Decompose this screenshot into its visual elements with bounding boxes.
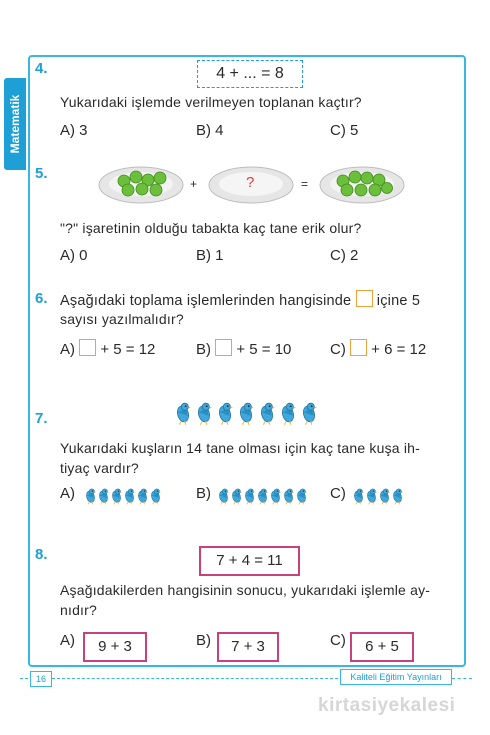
bird-row-main bbox=[174, 398, 318, 433]
bird-icon bbox=[279, 398, 297, 433]
q8-question-line2: nıdır? bbox=[60, 602, 97, 618]
q4-option-c[interactable]: C) 5 bbox=[330, 122, 359, 139]
empty-box-icon bbox=[356, 290, 373, 307]
q6-option-a[interactable] bbox=[60, 339, 155, 358]
q7-option-c-birds[interactable] bbox=[352, 482, 404, 515]
q8-option-a-box[interactable]: 9 + 3 bbox=[83, 632, 147, 662]
q5-option-c[interactable]: C) 2 bbox=[330, 247, 359, 264]
q7-question-line1: Yukarıdaki kuşların 14 tane olması için kaç tane kuşa ih- bbox=[60, 440, 421, 456]
q5-option-b[interactable]: B) 1 bbox=[196, 247, 224, 264]
bird-icon bbox=[282, 482, 295, 515]
bird-icon bbox=[110, 482, 123, 515]
q8-question-line1: Aşağıdakilerden hangisinin sonucu, yukarıdaki işlemle ay- bbox=[60, 582, 431, 598]
q8-option-b-box[interactable]: 7 + 3 bbox=[217, 632, 279, 662]
publisher-label: Kaliteli Eğitim Yayınları bbox=[340, 669, 452, 685]
q6-question-line2: sayısı yazılmalıdır? bbox=[60, 311, 184, 327]
bird-icon bbox=[295, 482, 308, 515]
empty-box-icon bbox=[79, 339, 96, 356]
q6-b-label: B) bbox=[196, 341, 211, 358]
q7-option-b-label[interactable]: B) bbox=[196, 485, 211, 502]
q5-option-a[interactable]: A) 0 bbox=[60, 247, 88, 264]
subject-tab bbox=[4, 78, 26, 170]
bird-icon bbox=[258, 398, 276, 433]
bird-icon bbox=[391, 482, 404, 515]
footer-dash-right bbox=[452, 678, 472, 680]
q5-number: 5. bbox=[35, 165, 48, 182]
bird-icon bbox=[352, 482, 365, 515]
plate-question-mark: ? bbox=[246, 174, 255, 191]
q7-option-a-birds[interactable] bbox=[84, 482, 162, 515]
footer-dash-left bbox=[20, 678, 28, 680]
bird-icon bbox=[243, 482, 256, 515]
q4-question: Yukarıdaki işlemde verilmeyen toplanan kaçtır? bbox=[60, 94, 362, 110]
q4-equation: 4 + ... = 8 bbox=[197, 60, 303, 88]
subject-label: Matematik bbox=[8, 94, 22, 154]
q6-a-label: A) bbox=[60, 341, 75, 358]
q6-number: 6. bbox=[35, 290, 48, 307]
q7-option-c-label[interactable]: C) bbox=[330, 485, 346, 502]
q4-option-a[interactable]: A) 3 bbox=[60, 122, 88, 139]
bird-icon bbox=[300, 398, 318, 433]
bird-icon bbox=[136, 482, 149, 515]
empty-box-icon bbox=[215, 339, 232, 356]
bird-icon bbox=[365, 482, 378, 515]
q4-number: 4. bbox=[35, 60, 48, 77]
q6-option-c[interactable] bbox=[330, 339, 426, 358]
q7-question-line2: tiyaç vardır? bbox=[60, 460, 139, 476]
q8-option-c-label[interactable]: C) bbox=[330, 632, 346, 649]
q7-option-a-label[interactable]: A) bbox=[60, 485, 75, 502]
bird-icon bbox=[378, 482, 391, 515]
q6-question-line1 bbox=[60, 290, 420, 309]
q6-b-expression: + 5 = 10 bbox=[236, 341, 292, 358]
q6-a-expression: + 5 = 12 bbox=[100, 341, 156, 358]
footer-dash-middle bbox=[52, 678, 338, 680]
bird-icon bbox=[84, 482, 97, 515]
q7-option-b-birds[interactable] bbox=[217, 482, 308, 515]
bird-icon bbox=[174, 398, 192, 433]
watermark: kirtasiyekalesi bbox=[318, 695, 456, 716]
plate-with-plums-left bbox=[98, 163, 184, 205]
q6-c-label: C) bbox=[330, 341, 346, 358]
q8-number: 8. bbox=[35, 546, 48, 563]
bird-icon bbox=[217, 482, 230, 515]
bird-icon bbox=[230, 482, 243, 515]
q6-option-b[interactable] bbox=[196, 339, 291, 358]
q5-equals-sign: = bbox=[301, 177, 309, 191]
bird-icon bbox=[97, 482, 110, 515]
bird-icon bbox=[123, 482, 136, 515]
q6-c-expression: + 6 = 12 bbox=[371, 341, 427, 358]
bird-icon bbox=[256, 482, 269, 515]
q8-equation: 7 + 4 = 11 bbox=[199, 546, 300, 576]
bird-icon bbox=[237, 398, 255, 433]
q5-question: "?" işaretinin olduğu tabakta kaç tane erik olur? bbox=[60, 220, 362, 236]
bird-icon bbox=[149, 482, 162, 515]
q8-option-c-box[interactable]: 6 + 5 bbox=[350, 632, 414, 662]
bird-icon bbox=[195, 398, 213, 433]
bird-icon bbox=[269, 482, 282, 515]
q6-question-part1: Aşağıdaki toplama işlemlerinden hangisinde bbox=[60, 293, 352, 309]
empty-box-icon bbox=[350, 339, 367, 356]
q6-question-part2: içine 5 bbox=[376, 293, 421, 309]
plate-with-plums-right bbox=[319, 163, 405, 205]
bird-icon bbox=[216, 398, 234, 433]
page-number: 16 bbox=[30, 671, 52, 687]
q8-option-b-label[interactable]: B) bbox=[196, 632, 211, 649]
q5-plus-sign: + bbox=[190, 177, 198, 191]
q7-number: 7. bbox=[35, 410, 48, 427]
q4-option-b[interactable]: B) 4 bbox=[196, 122, 224, 139]
q8-option-a-label[interactable]: A) bbox=[60, 632, 75, 649]
